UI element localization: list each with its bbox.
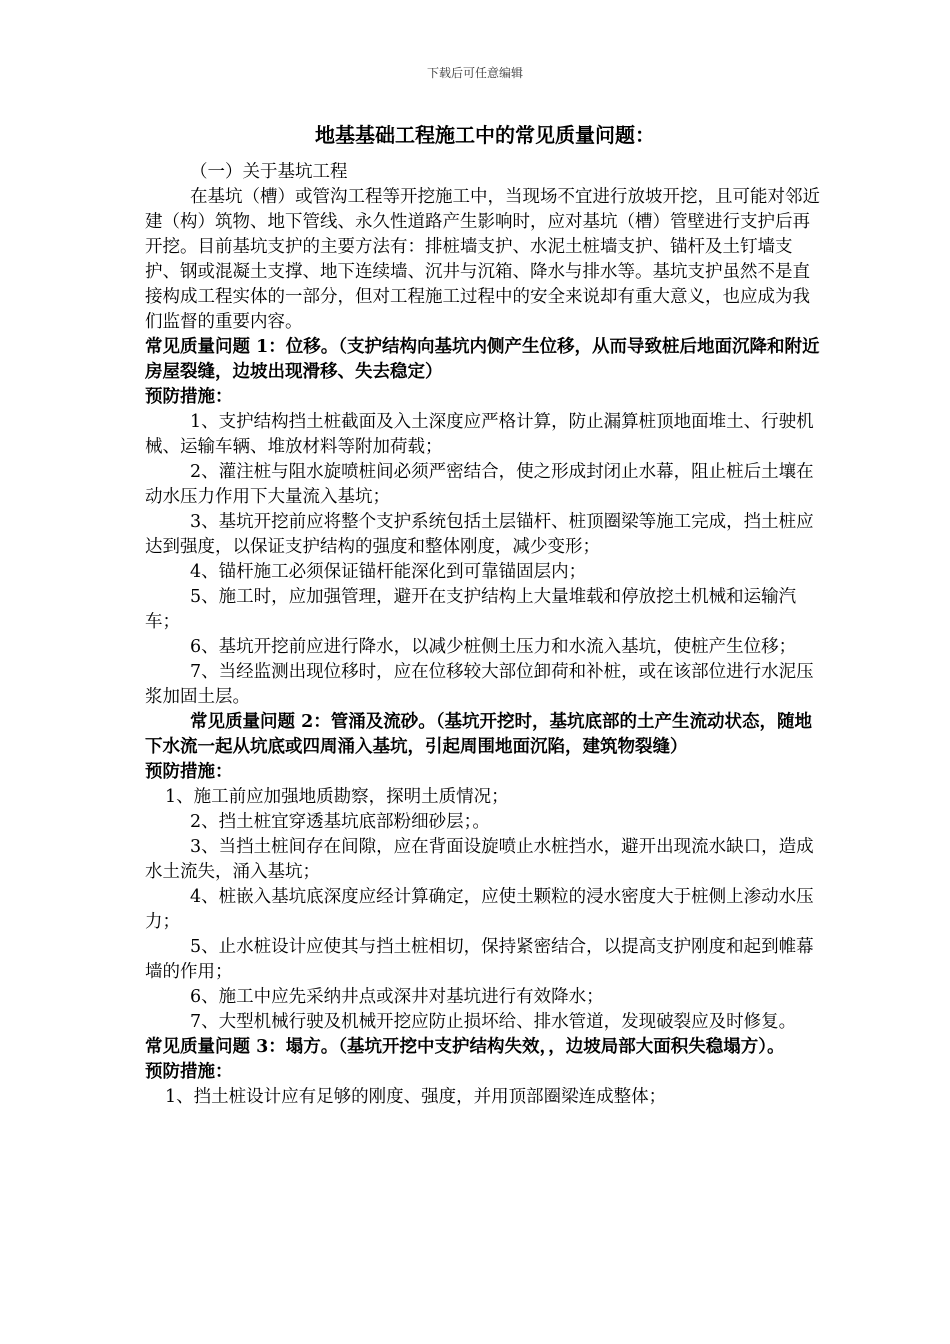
header-note: 下载后可任意编辑 xyxy=(426,66,523,80)
problem-3-heading: 常见质量问题 3：塌方。（基坑开挖中支护结构失效，，边坡局部大面积失稳塌方）。 xyxy=(145,1037,785,1057)
section-heading: （一）关于基坑工程 xyxy=(190,162,348,182)
problem-1-item: 4、锚杆施工必须保证锚杆能深化到可靠锚固层内； xyxy=(190,562,587,582)
problem-2-item: 1、施工前应加强地质勘察，探明土质情况； xyxy=(165,787,509,807)
problem-2-item: 2、挡土桩宜穿透基坑底部粉细砂层；。 xyxy=(190,812,490,832)
problem-3-measures-label: 预防措施： xyxy=(145,1062,233,1082)
problem-1-item: 2、灌注桩与阻水旋喷桩间必须严密结合，使之形成封闭止水幕，阻止桩后土壤在动水压力作用下大量流入基坑； xyxy=(145,462,814,507)
problem-1-item: 5、施工时，应加强管理，避开在支护结构上大量堆载和停放挖土机械和运输汽车； xyxy=(145,587,797,632)
problem-1-item: 7、当经监测出现位移时，应在位移较大部位卸荷和补桩，或在该部位进行水泥压浆加固土层。 xyxy=(145,662,814,707)
problem-2-item: 3、当挡土桩间存在间隙，应在背面设旋喷止水桩挡水，避开出现流水缺口，造成水土流失，涌入基坑； xyxy=(145,837,814,882)
problem-2-measures-label: 预防措施： xyxy=(145,762,233,782)
document-body xyxy=(145,120,825,1110)
problem-2-item: 5、止水桩设计应使其与挡土桩相切，保持紧密结合，以提高支护刚度和起到帷幕墙的作用； xyxy=(145,937,814,982)
problem-2-item: 4、桩嵌入基坑底深度应经计算确定，应使土颗粒的浸水密度大于桩侧上渗动水压力； xyxy=(145,887,814,932)
document-title: 地基基础工程施工中的常见质量问题： xyxy=(315,123,655,147)
problem-1-heading: 常见质量问题 1：位移。（支护结构向基坑内侧产生位移，从而导致桩后地面沉降和附近房屋裂缝，边坡出现滑移、失去稳定） xyxy=(145,337,820,382)
problem-2-heading: 常见质量问题 2：管涌及流砂。（基坑开挖时，基坑底部的土产生流动状态，随地下水流一起从坑底或四周涌入基坑，引起周围地面沉陷，建筑物裂缝） xyxy=(145,712,813,757)
problem-1-item: 3、基坑开挖前应将整个支护系统包括土层锚杆、桩顶圈梁等施工完成，挡土桩应达到强度，以保证支护结构的强度和整体刚度，减少变形； xyxy=(145,512,814,557)
intro-paragraph: 在基坑（槽）或管沟工程等开挖施工中，当现场不宜进行放坡开挖，且可能对邻近建（构）筑物、地下管线、永久性道路产生影响时，应对基坑（槽）管壁进行支护后再开挖。目前基坑支护的主要方法有：排桩墙支护、水泥土桩墙支护、锚杆及土钉墙支护、钢或混凝土支撑、地下连续墙、沉井与沉箱、降水与排水等。基坑支护虽然不是直接构成工程实体的一部分，但对工程施工过程中的安全来说却有重大意义，也应成为我们监督的重要内容。 xyxy=(145,187,820,332)
problem-2-item: 7、大型机械行驶及机械开挖应防止损坏给、排水管道，发现破裂应及时修复。 xyxy=(190,1012,797,1032)
problem-1-item: 1、支护结构挡土桩截面及入土深度应严格计算，防止漏算桩顶地面堆土、行驶机械、运输车辆、堆放材料等附加荷载； xyxy=(145,412,814,457)
problem-2-item: 6、施工中应先采纳井点或深井对基坑进行有效降水； xyxy=(190,987,604,1007)
problem-1-item: 6、基坑开挖前应进行降水，以减少桩侧土压力和水流入基坑，使桩产生位移； xyxy=(190,637,797,657)
problem-3-item: 1、挡土桩设计应有足够的刚度、强度，并用顶部圈梁连成整体； xyxy=(165,1087,667,1107)
problem-1-measures-label: 预防措施： xyxy=(145,387,233,407)
